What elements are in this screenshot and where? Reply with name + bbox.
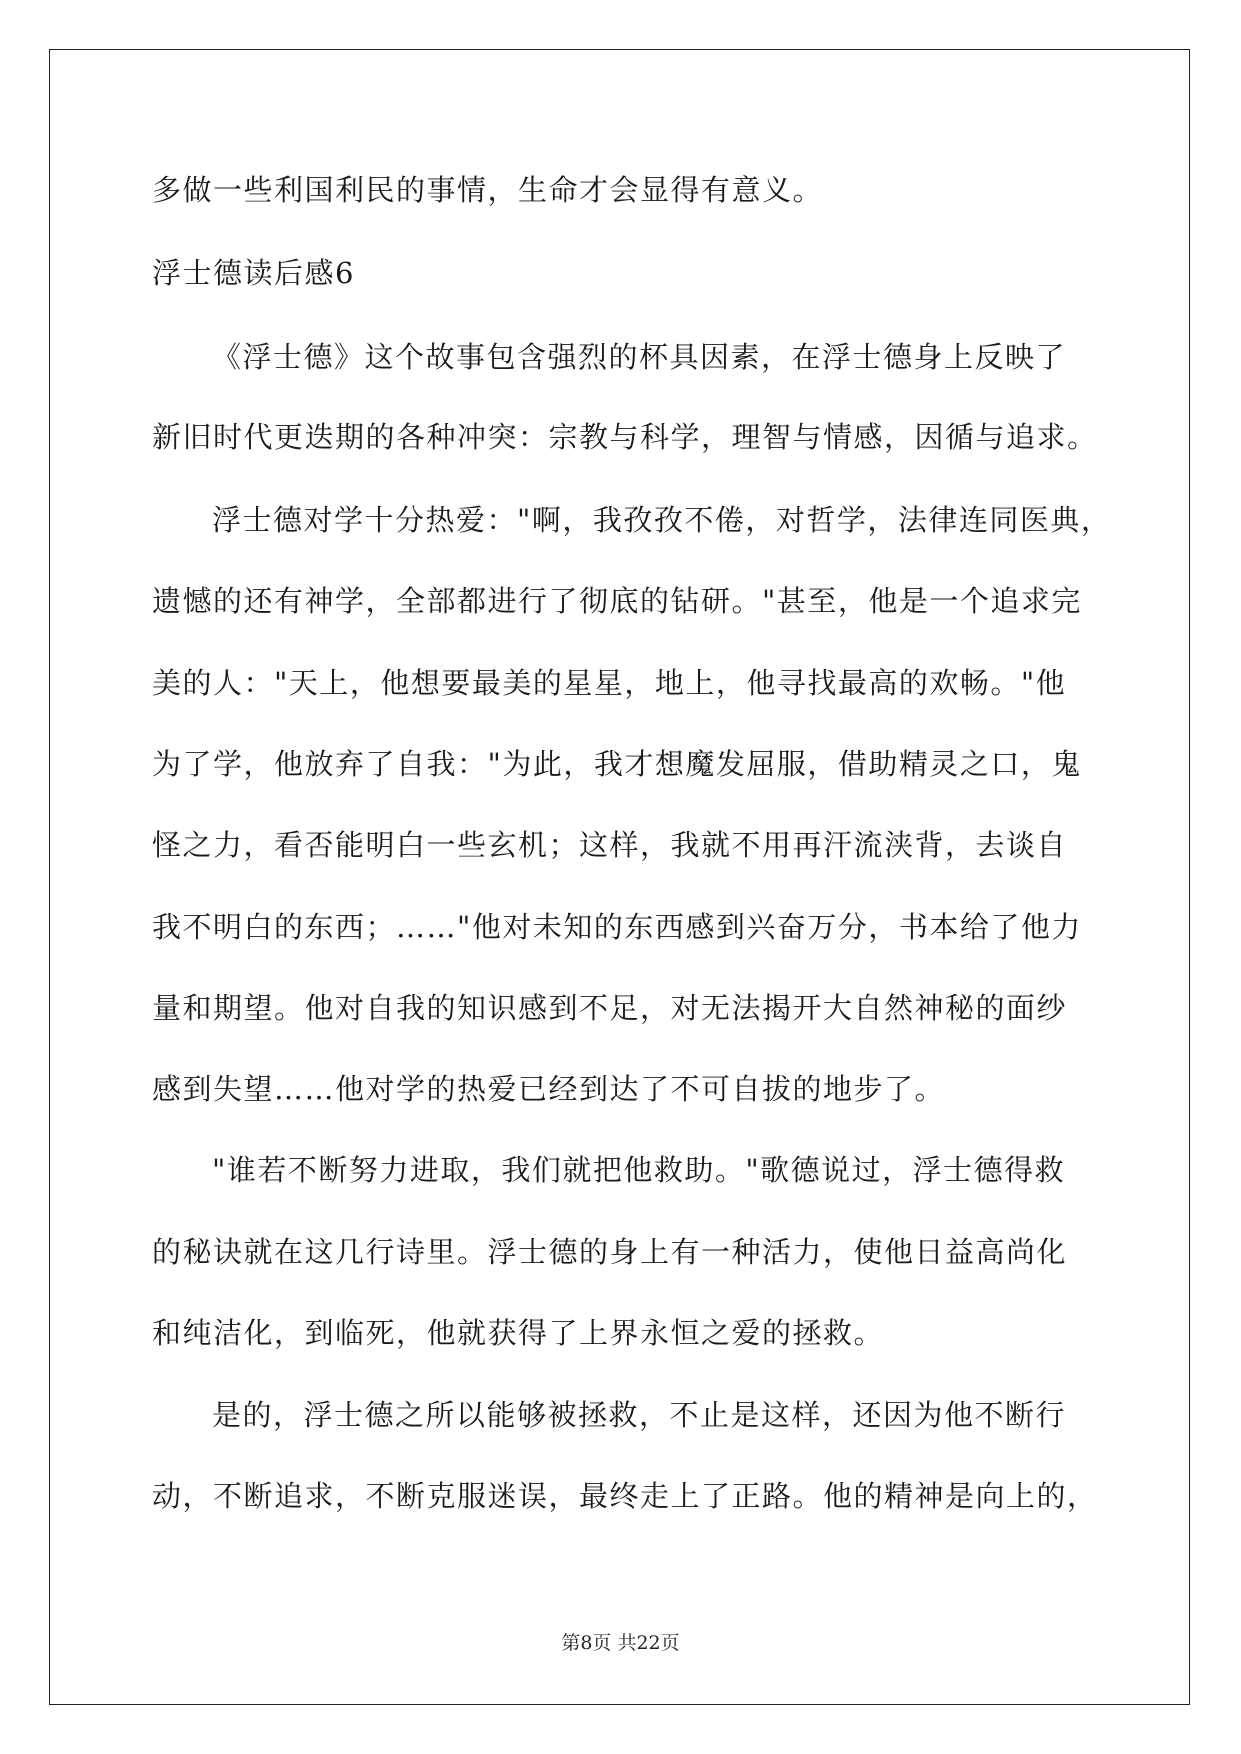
text-line: 量和期望。他对自我的知识感到不足，对无法揭开大自然神秘的面纱 (152, 991, 1068, 1025)
text-line: 新旧时代更迭期的各种冲突：宗教与科学，理智与情感，因循与追求。 (152, 420, 1098, 454)
text-line: 是的，浮士德之所以能够被拯救，不止是这样，还因为他不断行 (212, 1398, 1067, 1432)
text-line: 的秘诀就在这几行诗里。浮士德的身上有一种活力，使他日益高尚化 (152, 1235, 1068, 1269)
text-line: 动，不断追求，不断克服迷误，最终走上了正路。他的精神是向上的， (152, 1479, 1098, 1513)
text-line: 我不明白的东西；……"他对未知的东西感到兴奋万分，书本给了他力 (152, 910, 1082, 944)
text-line: 和纯洁化，到临死，他就获得了上界永恒之爱的拯救。 (152, 1316, 885, 1350)
text-line: 遗憾的还有神学，全部都进行了彻底的钻研。"甚至，他是一个追求完 (152, 584, 1082, 618)
page-number: 第8页 共22页 (561, 1632, 680, 1654)
text-line: 多做一些利国利民的事情，生命才会显得有意义。 (152, 173, 824, 207)
section-heading: 浮士德读后感6 (152, 256, 355, 290)
text-line: "谁若不断努力进取，我们就把他救助。"歌德说过，浮士德得救 (212, 1153, 1066, 1187)
text-line: 怪之力，看否能明白一些玄机；这样，我就不用再汗流浃背，去谈自 (152, 828, 1068, 862)
page-border (49, 49, 1190, 1705)
text-line: 《浮士德》这个故事包含强烈的杯具因素，在浮士德身上反映了 (212, 340, 1067, 374)
text-line: 为了学，他放弃了自我："为此，我才想魔发屈服，借助精灵之口，鬼 (152, 747, 1082, 781)
text-line: 浮士德对学十分热爱："啊，我孜孜不倦，对哲学，法律连同医典， (212, 503, 1112, 537)
text-line: 感到失望……他对学的热爱已经到达了不可自拔的地步了。 (152, 1072, 946, 1106)
text-line: 美的人："天上，他想要最美的星星，地上，他寻找最高的欢畅。"他 (152, 666, 1067, 700)
